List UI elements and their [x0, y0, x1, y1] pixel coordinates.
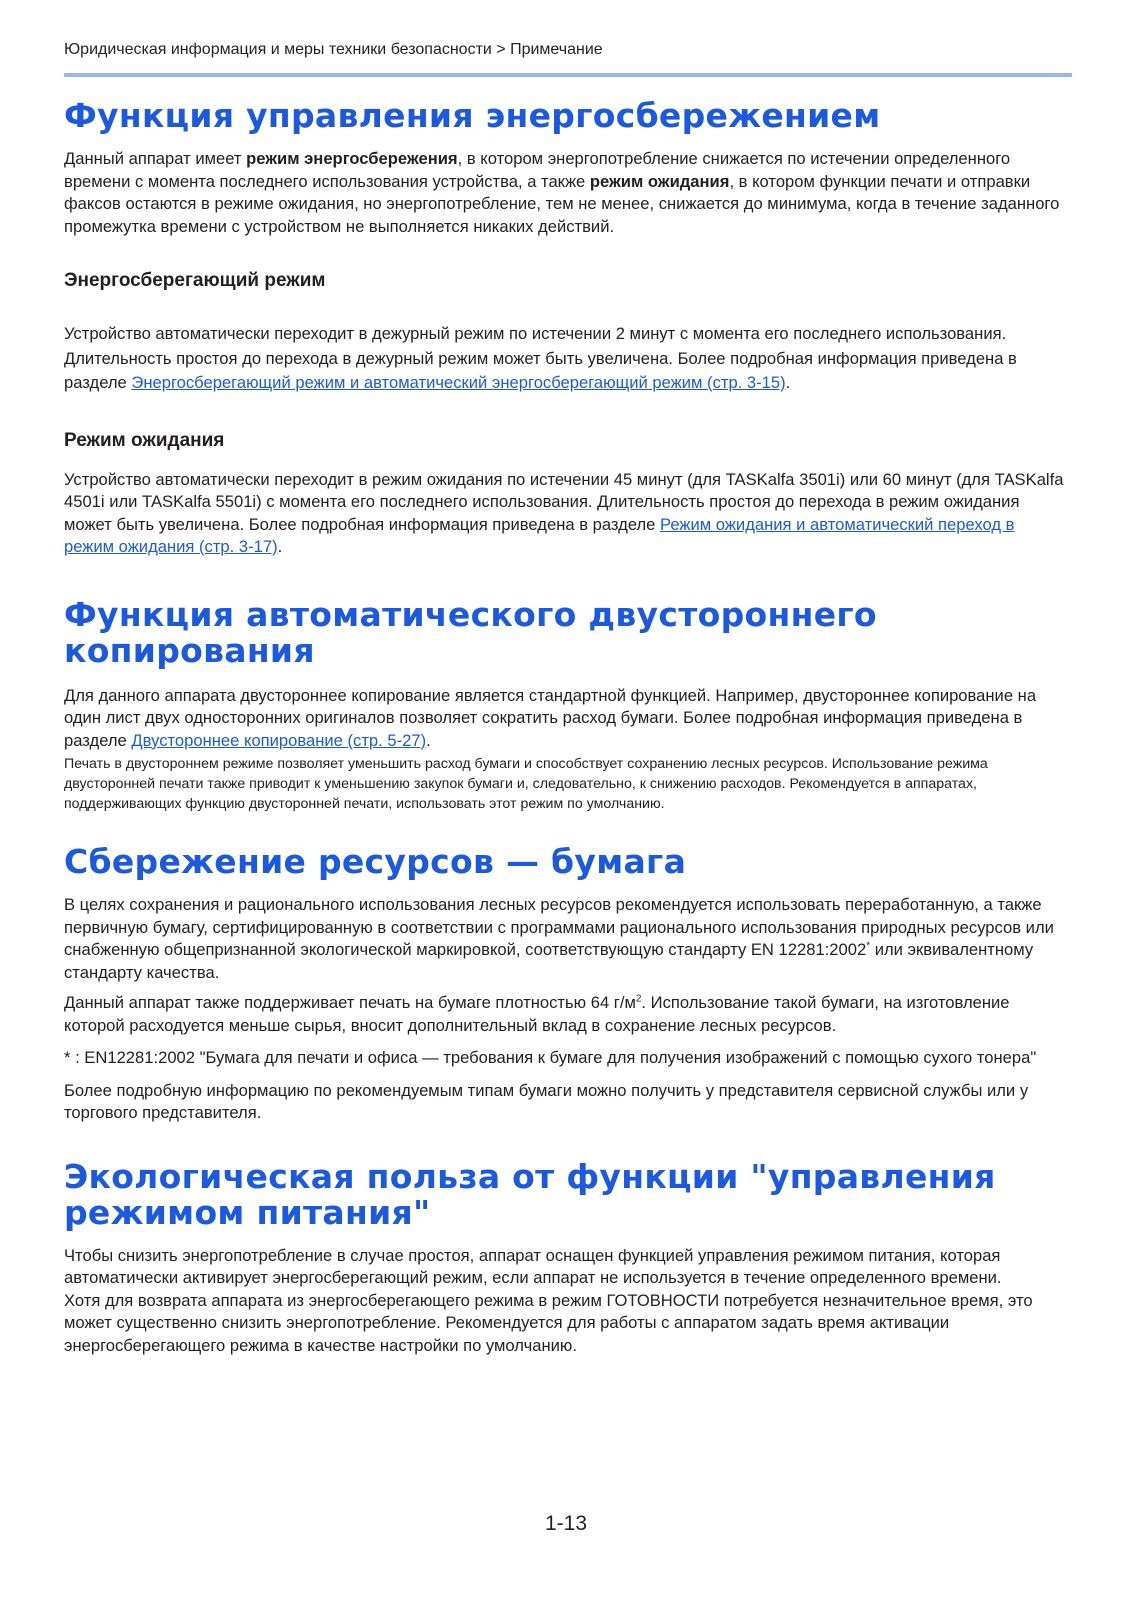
paragraph-duplex — [64, 685, 1069, 753]
text-span: . — [426, 730, 431, 750]
text-span: . Использование такой бумаги, на изготовление которой расходуется меньше сырья, вносит дополнительный вклад в сохранение лесных ресурсов. — [64, 993, 1010, 1035]
link-duplex-5-27[interactable]: Двустороннее копирование (стр. 5-27) — [131, 730, 427, 750]
footnote-marker: * — [866, 940, 871, 952]
subheading-energy-saver-mode: Энергосберегающий режим — [64, 270, 326, 291]
superscript-2: 2 — [635, 993, 642, 1005]
section-title-paper-saving: Сбережение ресурсов — бумага — [64, 842, 687, 881]
bold-term-sleep: режим ожидания — [589, 171, 730, 191]
breadcrumb: Юридическая информация и меры техники безопасности > Примечание — [64, 41, 603, 58]
page-number: 1-13 — [544, 1512, 588, 1535]
footnote-en12281: * : EN12281:2002 "Бумага для печати и офиса — требования к бумаге для получения изображений с помощью сухого тонера" — [64, 1048, 1037, 1067]
text-span: Данный аппарат также поддерживает печать на бумаге плотностью 64 г/м — [64, 993, 636, 1012]
text-span: . — [277, 537, 283, 556]
subheading-sleep-mode: Режим ожидания — [64, 429, 225, 451]
paragraph-power-intro — [64, 148, 1069, 238]
paragraph-sleep-mode — [64, 469, 1069, 559]
text-span: . — [785, 373, 791, 392]
text-span: Устройство автоматически переходит в режим ожидания по истечении 45 минут (для TASKalfa 3501i) или 60 минут (для TASKalfa 4501i или TASKalfa 5501i) с момента его последнего использования. Длительность простоя до перехода в режим ожидания может быть увеличена. Более подробная информация приведена в разделе — [64, 469, 1064, 534]
paragraph-recycled-paper — [64, 894, 1069, 984]
text-span: Данный аппарат имеет — [64, 149, 247, 168]
link-energy-saver-3-15[interactable]: Энергосберегающий режим и автоматический энергосберегающий режим (стр. 3-15) — [131, 373, 786, 392]
page-content — [64, 98, 1069, 1357]
text-span: , в котором функции печати и отправки факсов остаются в режиме ожидания, но энергопотребление, тем не менее, снижается до минимума, когда в течение заданного промежутка времени с устройством не выполняется никаких действий. — [64, 171, 1060, 236]
section-title-duplex: Функция автоматического двустороннего копирования — [64, 594, 877, 670]
paragraph-energy-saver — [64, 322, 1069, 396]
paragraph-paper-info: Более подробную информацию по рекомендуемым типам бумаги можно получить у представителя сервисной службы или у торгового представителя. — [64, 1080, 1029, 1122]
link-sleep-3-17[interactable]: Режим ожидания и автоматический переход в режим ожидания (стр. 3-17) — [64, 514, 1015, 556]
paragraph-power-control: Чтобы снизить энергопотребление в случае простоя, аппарат оснащен функцией управления режимом питания, которая автоматически активирует энергосберегающий режим, если аппарат не используется в течение определенного времени. — [64, 1245, 1002, 1287]
text-span: или эквивалентному стандарту качества. — [64, 940, 1034, 982]
section-title-eco-benefit: Экологическая польза от функции "управления режимом питания" — [64, 1156, 996, 1232]
section-title-power-management: Функция управления энергосбережением — [64, 96, 881, 135]
note-text: Печать в двустороннем режиме позволяет уменьшить расход бумаги и способствует сохранению лесных ресурсов. Использование режима двусторонней печати также приводит к уменьшению закупок бумаги и, следовательно, к снижению расходов. Рекомендуется в аппаратах, поддерживающих функцию двусторонней печати, использовать этот режим по умолчанию. — [64, 756, 988, 812]
note-duplex — [64, 754, 1069, 814]
text-span: , в котором энергопотребление снижается по истечении определенного времени с момента последнего использования устройства, а также — [64, 149, 1011, 191]
text-span: Для данного аппарата двустороннее копирование является стандартной функцией. Например, двустороннее копирование на один лист двух односторонних оригиналов позволяет сократить расход бумаги. Более подробная информация приведена в разделе — [64, 685, 1037, 750]
text-span: Устройство автоматически переходит в дежурный режим по истечении 2 минут с момента его последнего использования. Длительность простоя до перехода в дежурный режим может быть увеличена. Более подробная информация приведена в разделе — [64, 324, 1017, 392]
bold-term-energy-saving: режим энергосбережения — [246, 149, 458, 168]
header-divider — [64, 73, 1072, 77]
paragraph-ready-mode: Хотя для возврата аппарата из энергосберегающего режима в режим ГОТОВНОСТИ потребуется незначительное время, это может существенно снизить энергопотребление. Рекомендуется для работы с аппаратом задать время активации энергосберегающего режима в качестве настройки по умолчанию. — [64, 1290, 1033, 1355]
text-span: В целях сохранения и рационального использования лесных ресурсов рекомендуется использовать переработанную, а также первичную бумагу, сертифицированную в соответствии с программами рационального использования природных ресурсов или снабженную общепризнанной экологической маркировкой, соответствующую стандарту EN 12281:2002 — [64, 895, 1054, 959]
paragraph-paper-weight — [64, 992, 1069, 1037]
